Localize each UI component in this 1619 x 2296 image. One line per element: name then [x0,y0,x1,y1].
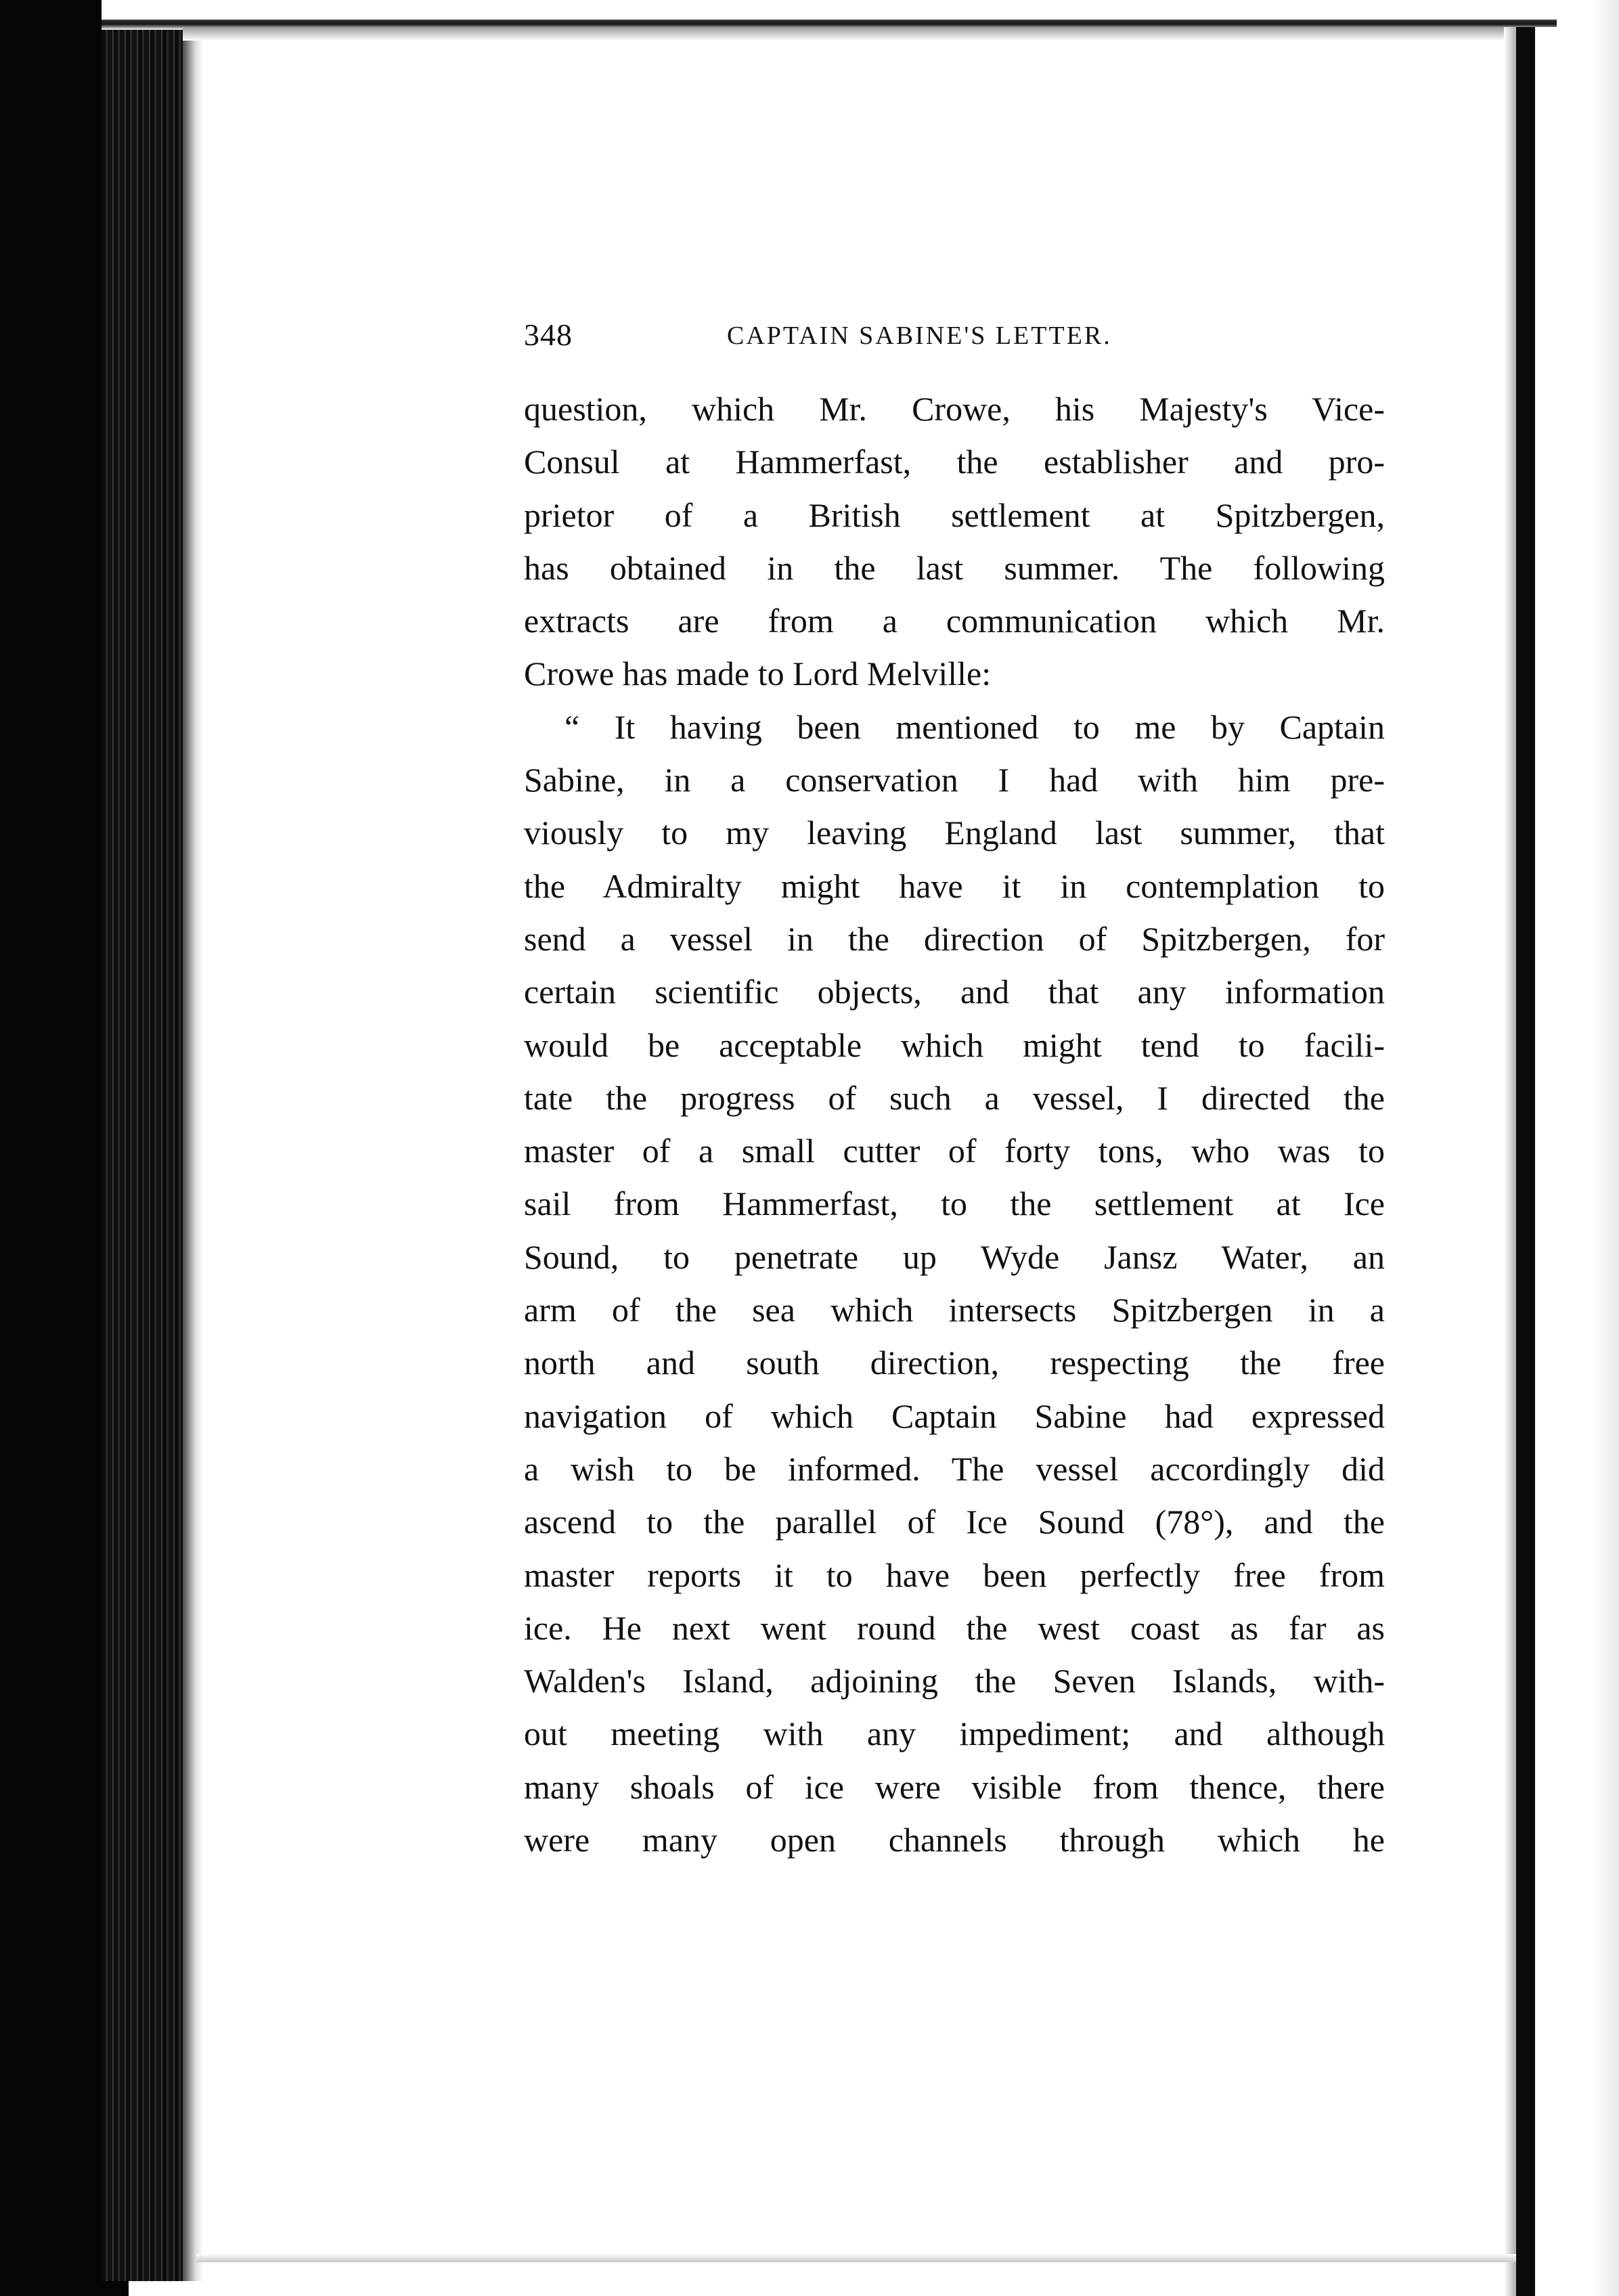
text-line: Consul at Hammerfast, the establisher and pro- [524,443,1385,481]
text-line: extracts are from a communication which Mr. [524,602,1385,640]
text-line: many shoals of ice were visible from thence, there [524,1767,1385,1806]
text-line: send a vessel in the direction of Spitzbergen, for [524,919,1385,958]
text-line: master reports it to have been perfectly free from [524,1555,1385,1594]
text-line: navigation of which Captain Sabine had expressed [524,1396,1385,1435]
text-line: Walden's Island, adjoining the Seven Islands, with- [524,1662,1385,1700]
text-line: Sabine, in a conservation I had with him pre- [524,761,1385,799]
text-line: would be acceptable which might tend to facili- [524,1025,1385,1064]
book-spine-page-edges [102,27,196,2281]
text-line: arm of the sea which intersects Spitzbergen in a [524,1291,1385,1329]
top-edge-shadow [183,27,1536,41]
text-line: a wish to be informed. The vessel accordingly did [524,1449,1385,1488]
bottom-page-edge [196,2254,1516,2262]
running-head: CAPTAIN SABINE'S LETTER. [727,322,1112,350]
top-page-edge [102,0,1557,30]
text-line: has obtained in the last summer. The following [524,548,1385,587]
text-line: prietor of a British settlement at Spitzbergen, [524,495,1385,534]
facing-page-edge [1592,0,1619,2296]
text-line: north and south direction, respecting the free [524,1344,1385,1382]
text-line: the Admiralty might have it in contemplation to [524,866,1385,905]
text-line: “ It having been mentioned to me by Captain [564,707,1385,746]
text-line: out meeting with any impediment; and although [524,1715,1385,1753]
text-line: Sound, to penetrate up Wyde Jansz Water, an [524,1237,1385,1276]
right-gutter [1516,27,1535,2296]
page-number: 348 [524,317,573,352]
text-line: were many open channels through which he [524,1821,1385,1859]
text-line: sail from Hammerfast, to the settlement at Ice [524,1185,1385,1223]
text-line: Crowe has made to Lord Melville: [524,655,992,693]
text-line: tate the progress of such a vessel, I directed the [524,1078,1385,1117]
text-line: ascend to the parallel of Ice Sound (78°), and the [524,1503,1385,1541]
text-line: master of a small cutter of forty tons, who was to [524,1132,1385,1170]
text-line: viously to my leaving England last summer, that [524,814,1385,852]
body-text [524,382,1385,1866]
text-line: certain scientific objects, and that any information [524,973,1385,1011]
text-line: question, which Mr. Crowe, his Majesty's Vice- [524,390,1385,428]
text-line: ice. He next went round the west coast as far as [524,1608,1385,1647]
gutter-shadow [183,27,203,2281]
